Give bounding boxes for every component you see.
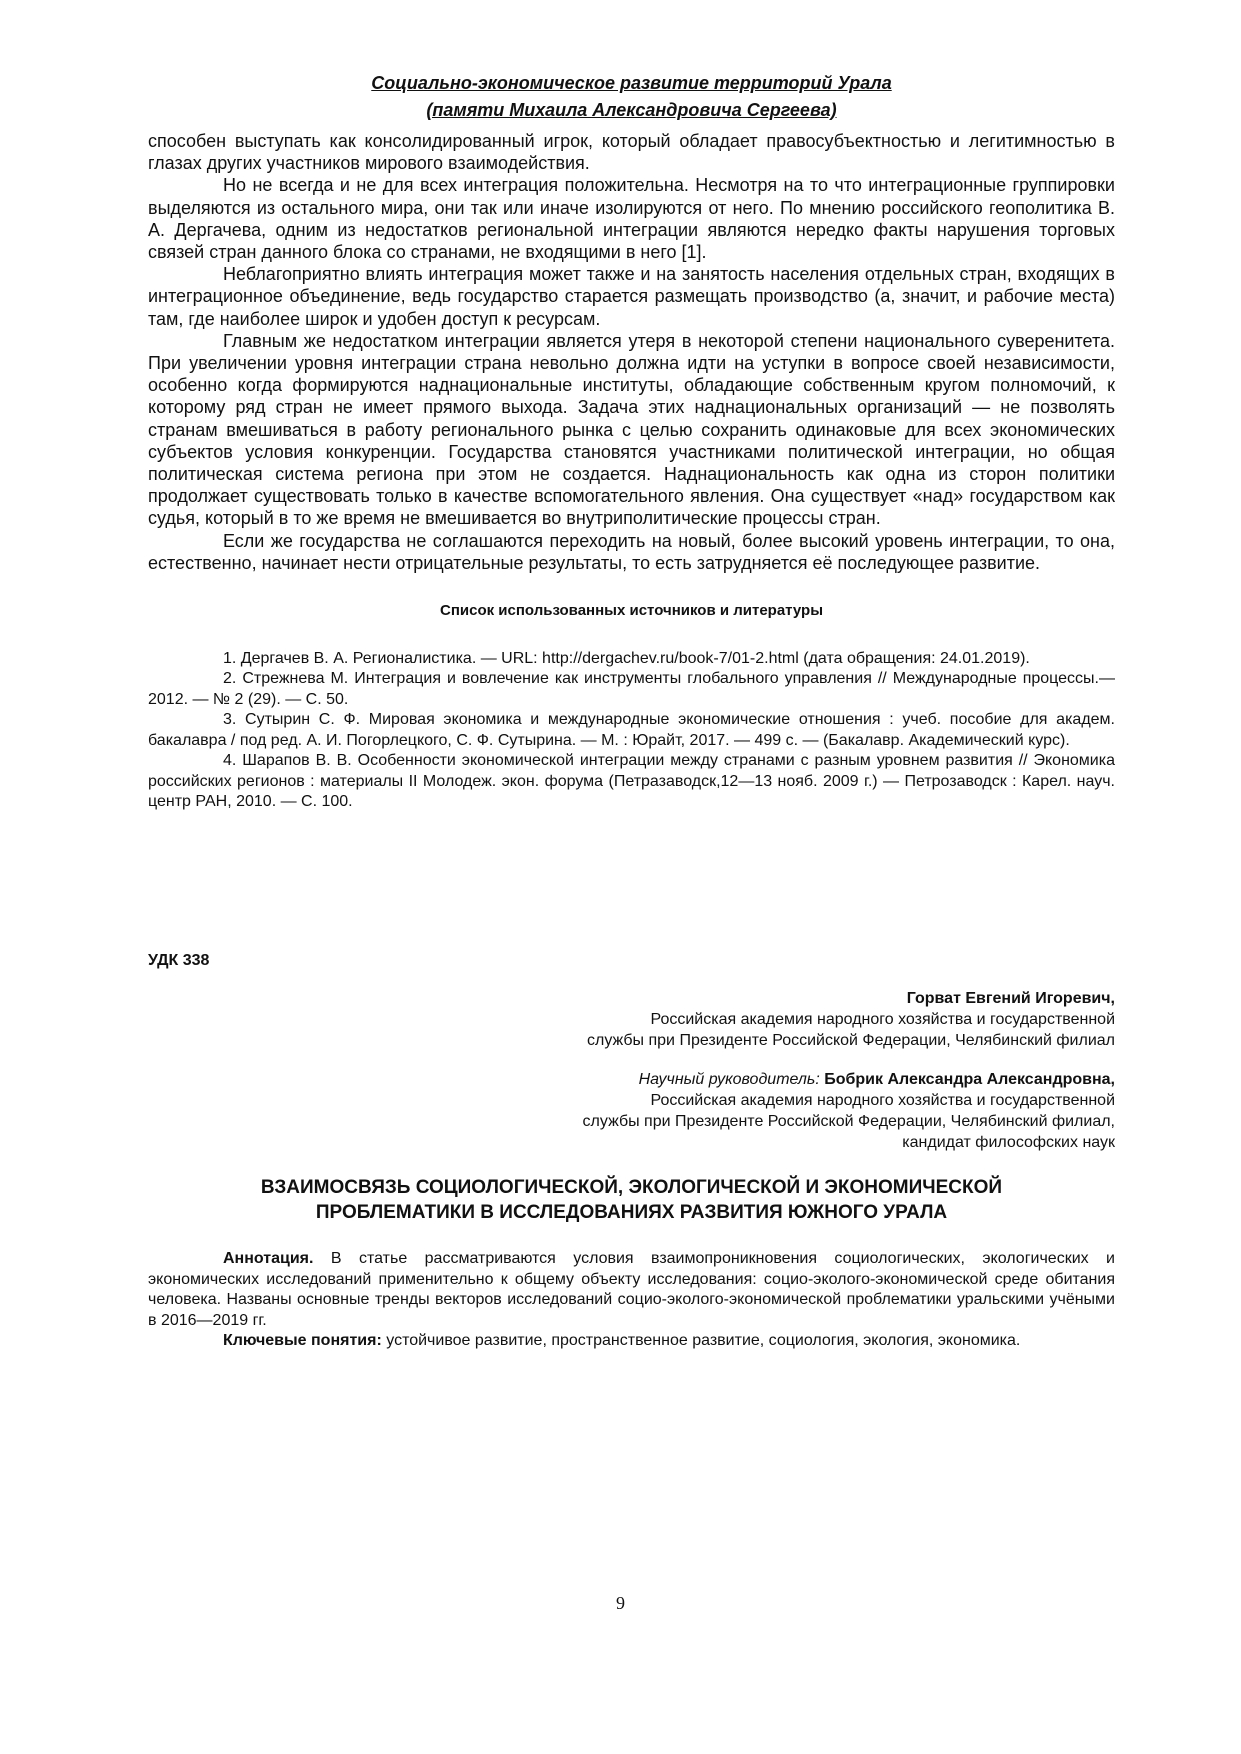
abstract-label: Аннотация. (223, 1250, 314, 1268)
header-line-2: (памяти Михаила Александровича Сергеева) (426, 100, 837, 120)
supervisor-label: Научный руководитель: (638, 1071, 820, 1089)
supervisor-degree: кандидат философских наук (902, 1134, 1115, 1152)
paragraph: Неблагоприятно влиять интеграция может также и на занятость населения отдельных стран, входящих в интеграционное объединение, ведь государство старается размещать производство (а, значит, и рабочие места) там, где наиболее широк и удобен доступ к ресурсам. (148, 264, 1115, 329)
reference-item: 1. Дергачев В. А. Регионалистика. — URL: http://dergachev.ru/book-7/01-2.html (дата обращения: 24.01.2019). (223, 650, 1030, 668)
references-list (148, 649, 1115, 812)
article-title-line-1: ВЗАИМОСВЯЗЬ СОЦИОЛОГИЧЕСКОЙ, ЭКОЛОГИЧЕСКОЙ И ЭКОНОМИЧЕСКОЙ (260, 1177, 1003, 1199)
supervisor-name: Бобрик Александра Александровна, (824, 1071, 1115, 1089)
document-page (148, 70, 1115, 1352)
reference-item: 2. Стрежнева М. Интеграция и вовлечение как инструменты глобального управления // Международные процессы.— 2012. — № 2 (29). — С. 50. (148, 670, 1115, 708)
abstract (148, 1249, 1115, 1331)
supervisor-line (148, 1069, 1115, 1090)
paragraph: способен выступать как консолидированный игрок, который обладает правосубъектностью и легитимностью в глазах других участников мирового взаимодействия. (148, 131, 1115, 174)
author-name: Горват Евгений Игоревич, (906, 990, 1115, 1008)
paragraph: Но не всегда и не для всех интеграция положительна. Несмотря на то что интеграционные группировки выделяются из остального мира, они так или иначе изолируются от него. По мнению российского геополитика В. А. Дергачева, одним из недостатков региональной интеграции являются нередко факты нарушения торговых связей стран данного блока со странами, не входящими в него [1]. (148, 175, 1115, 263)
running-header (148, 70, 1115, 124)
author-affiliation: службы при Президенте Российской Федерации, Челябинский филиал (586, 1032, 1115, 1050)
references-title: Список использованных источников и литературы (439, 602, 824, 620)
abstract-block (148, 1249, 1115, 1352)
main-text (148, 130, 1115, 574)
supervisor-block (148, 1069, 1115, 1153)
reference-item: 4. Шарапов В. В. Особенности экономической интеграции между странами с разным уровнем развития // Экономика российских регионов : материалы II Молодеж. экон. форума (Петразаводск,12—13 нояб. 2009 г.) — Петрозаводск : Карел. науч. центр РАН, 2010. — С. 100. (148, 752, 1115, 810)
header-line-1: Социально-экономическое развитие территорий Урала (371, 73, 892, 93)
article-title-line-2: ПРОБЛЕМАТИКИ В ИССЛЕДОВАНИЯХ РАЗВИТИЯ ЮЖНОГО УРАЛА (315, 1202, 948, 1224)
keywords-text: устойчивое развитие, пространственное развитие, социология, экология, экономика. (386, 1332, 1021, 1350)
article-title (148, 1175, 1115, 1225)
reference-item: 3. Сутырин С. Ф. Мировая экономика и международные экономические отношения : учеб. пособие для академ. бакалавра / под ред. А. И. Погорлецкого, С. Ф. Сутырина. — М. : Юрайт, 2017. — 499 с. — (Бакалавр. Академический курс). (148, 711, 1115, 749)
keywords-label: Ключевые понятия: (223, 1332, 382, 1350)
author-block (148, 988, 1115, 1051)
supervisor-affiliation: Российская академия народного хозяйства и государственной (650, 1092, 1115, 1110)
author-affiliation: Российская академия народного хозяйства и государственной (650, 1011, 1115, 1029)
page-number: 9 (616, 1593, 625, 1613)
udk-code: УДК 338 (148, 952, 210, 970)
keywords (148, 1331, 1115, 1352)
paragraph: Главным же недостатком интеграции является утеря в некоторой степени национального суверенитета. При увеличении уровня интеграции страна невольно должна идти на уступки в вопросе своей независимости, особенно когда формируются наднациональные институты, обладающие собственным кругом полномочий, к которому ряд стран не имеет прямого выхода. Задача этих наднациональных организаций — не позволять странам вмешиваться в работу регионального рынка с целью сохранить одинаковые для всех экономических субъектов условия конкуренции. Государства становятся участниками политической интеграции, но общая политическая система региона при этом не создается. Наднациональность как одна из сторон политики продолжает существовать только в качестве вспомогательного явления. Она существует «над» государством как судья, который в то же время не вмешивается во внутриполитические процессы стран. (148, 330, 1115, 529)
supervisor-affiliation: службы при Президенте Российской Федерации, Челябинский филиал, (582, 1113, 1115, 1131)
paragraph: Если же государства не соглашаются переходить на новый, более высокий уровень интеграции, то она, естественно, начинает нести отрицательные результаты, то есть затрудняется её последующее развитие. (148, 530, 1115, 573)
abstract-text: В статье рассматриваются условия взаимопроникновения социологических, экологических и экономических исследований применительно к общему объекту исследования: социо-эколого-экономической среде обитания человека. Названы основные тренды векторов исследований социо-эколого-экономической проблематики уральскими учёными в 2016—2019 гг. (148, 1250, 1115, 1329)
